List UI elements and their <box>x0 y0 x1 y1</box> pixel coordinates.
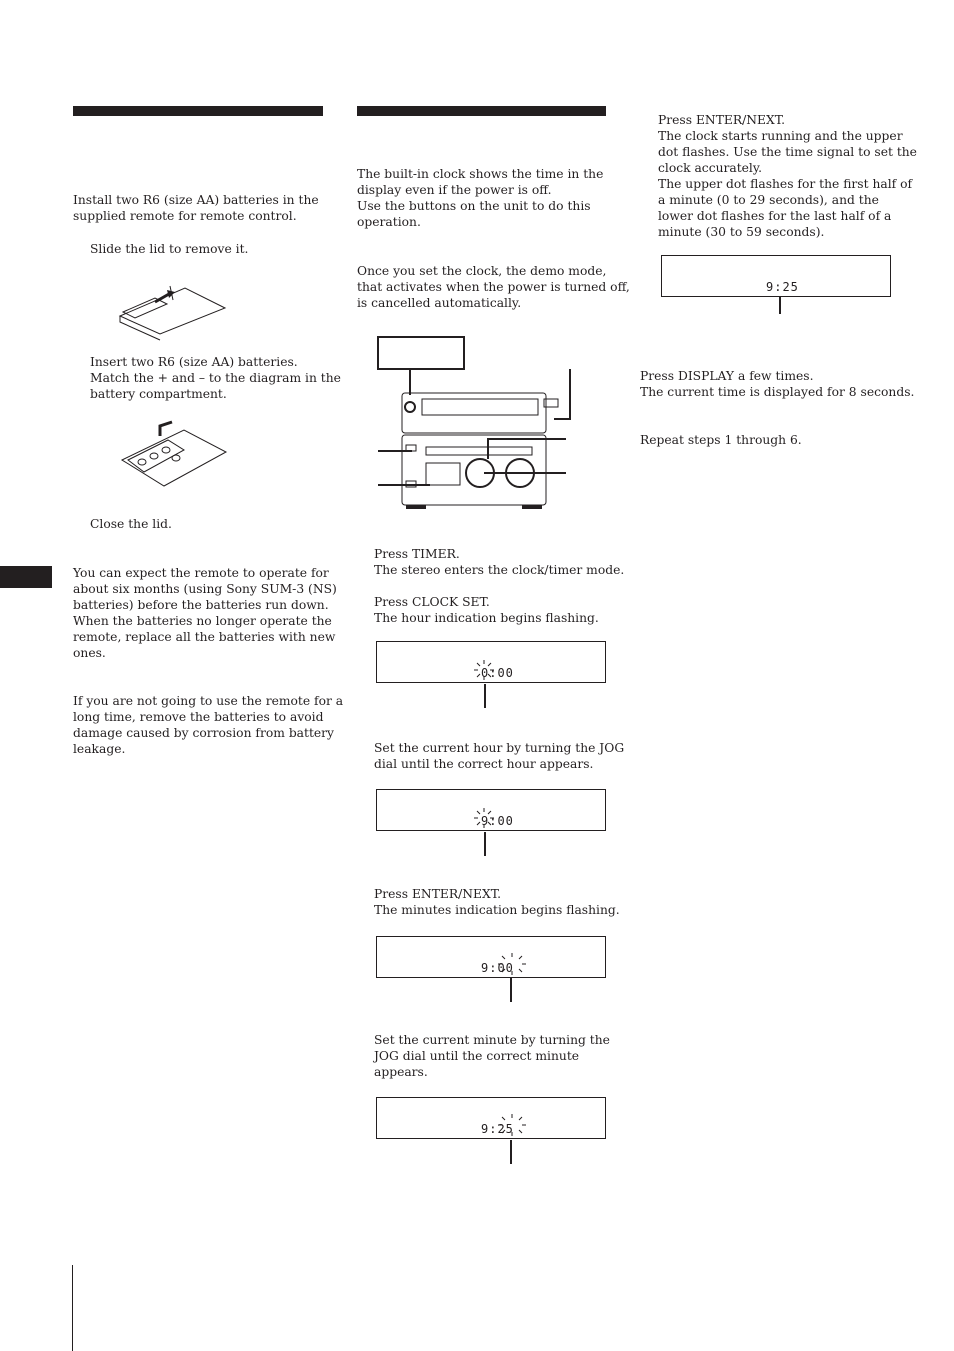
flash-indicator-icon <box>498 1114 526 1136</box>
clock-step-5: Set the current minute by turning the JOG dial until the correct minute appears. <box>374 1033 610 1079</box>
reset-clock-hint: Repeat steps 1 through 6. <box>640 433 802 447</box>
clock-step-1: Press TIMER. The stereo enters the clock/timer mode. <box>374 547 625 577</box>
remote-battery-illustration <box>120 420 228 490</box>
flash-indicator-icon <box>474 808 494 828</box>
clock-step-6: Press ENTER/NEXT. The clock starts running and the upper dot flashes. Use the time signal to set the clock accurately. The upper dot flashes for the first half of a minute (0 to 29 seconds), and the lower dot flashes for the last half of a minute (30 to 59 seconds). <box>658 113 917 239</box>
clock-intro: The built-in clock shows the time in the display even if the power is off. Use the buttons on the unit to do this operation. <box>357 167 604 229</box>
display-pointer <box>484 684 486 708</box>
display-panel-minutes-set <box>376 1097 606 1139</box>
flash-indicator-icon <box>498 953 526 975</box>
display-panel-minutes-flashing <box>376 936 606 978</box>
stereo-unit-illustration <box>376 335 576 513</box>
display-readout: 9:25 <box>481 1122 514 1136</box>
page-edge-tab <box>0 566 52 588</box>
display-pointer <box>510 978 512 1002</box>
section-rule-remote <box>73 106 323 116</box>
clock-step-4: Press ENTER/NEXT. The minutes indication begins flashing. <box>374 887 620 917</box>
display-time-hint: Press DISPLAY a few times. The current time is displayed for 8 seconds. <box>640 369 915 399</box>
display-readout: 9:00 <box>481 961 514 975</box>
section-rule-clock <box>357 106 606 116</box>
clock-step-2: Press CLOCK SET. The hour indication begins flashing. <box>374 595 599 625</box>
display-pointer <box>510 1140 512 1164</box>
display-readout: 9:25 <box>766 280 799 294</box>
remote-storage-note: If you are not going to use the remote for a long time, remove the batteries to avoid damage caused by corrosion from battery leakage. <box>73 694 344 756</box>
display-readout: 0:00 <box>481 666 514 680</box>
remote-intro: Install two R6 (size AA) batteries in the supplied remote for remote control. <box>73 193 319 223</box>
clock-step-3: Set the current hour by turning the JOG dial until the correct hour appears. <box>374 741 625 771</box>
flash-indicator-icon <box>474 660 494 680</box>
clock-demo-note: Once you set the clock, the demo mode, that activates when the power is turned off, is cancelled automatically. <box>357 264 630 310</box>
display-readout: 9:00 <box>481 814 514 828</box>
page-margin-line <box>72 1265 73 1351</box>
display-pointer <box>779 296 781 314</box>
remote-lid-illustration <box>115 278 227 334</box>
display-pointer <box>484 832 486 856</box>
remote-step-2: Insert two R6 (size AA) batteries. Match the + and – to the diagram in the battery compartment. <box>90 355 341 401</box>
remote-step-3: Close the lid. <box>90 517 172 531</box>
display-panel-clock-running <box>661 255 891 297</box>
remote-battery-life: You can expect the remote to operate for about six months (using Sony SUM-3 (NS) batteries) before the batteries run down. When the batteries no longer operate the remote, replace all the batteries with new ones. <box>73 566 337 660</box>
remote-step-1: Slide the lid to remove it. <box>90 242 249 256</box>
